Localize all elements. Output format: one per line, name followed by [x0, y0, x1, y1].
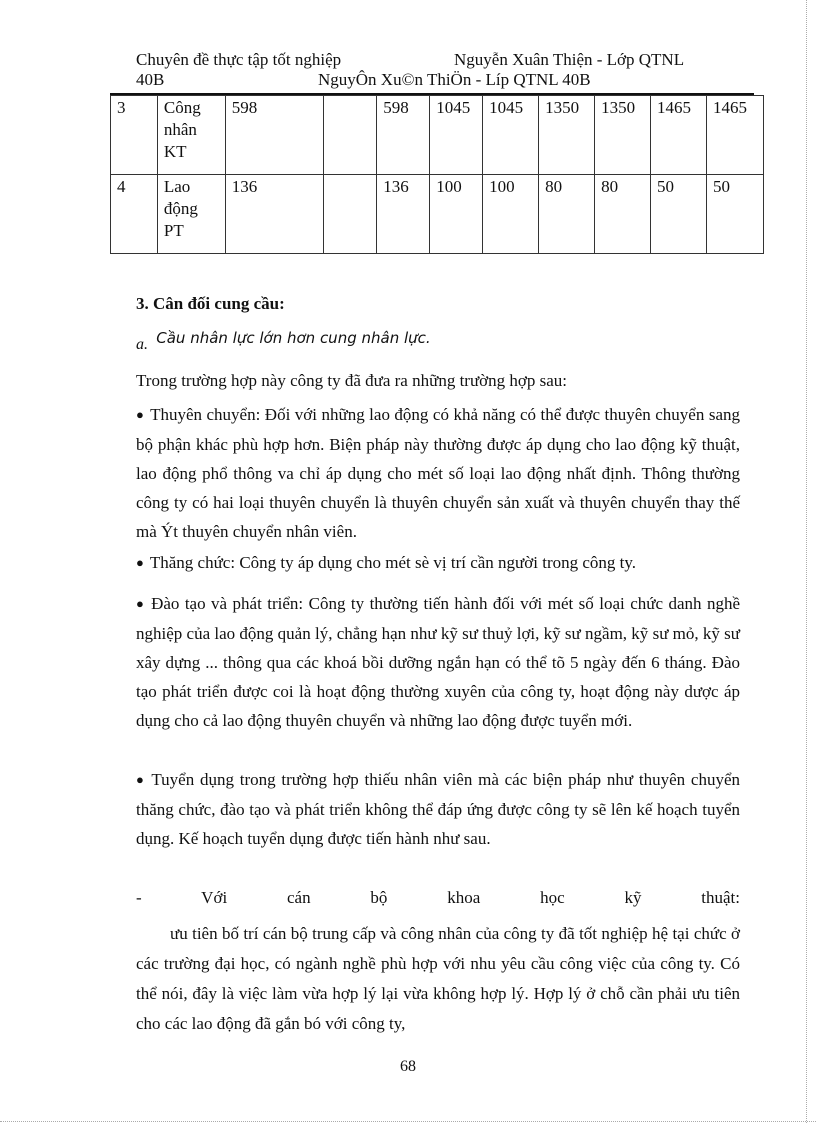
bullet-text: Đào tạo và phát triển: Công ty thường tiến hành đối với mét số loại chức danh nghề nghiệp của lao động quản lý, chẳng hạn như kỹ sư thuỷ lợi, kỹ sư ngầm, kỹ sư mỏ, kỹ sư xây dựng ... thông qua các khoá bồi dưỡng ngắn hạn có thể tõ 5 ngày đến 6 tháng. Đào tạo phát triển được coi là hoạt động thường xuyên của công ty, hoạt động này dược áp dụng cho cả lao động thuyên chuyển và những lao động được tuyển mới. — [136, 594, 740, 730]
running-header-line2 — [136, 70, 591, 90]
bullet-icon: ● — [136, 772, 146, 787]
header-title: Chuyên đề thực tập tốt nghiệp — [136, 50, 342, 69]
bullet-text: Thuyên chuyển: Đối với những lao động có khả năng có thể được thuyên chuyển sang bộ phận khác phù hợp hơn. Biện pháp này thường được áp dụng cho lao động kỹ thuật, lao động phổ thông va chỉ áp dụng cho mét số loại lao động nhất định. Thông thường công ty có hai loại thuyên chuyển là thuyên chuyển sản xuất và thuyên chuyển thay thế mà Ýt thuyên chuyển nhân viên. — [136, 405, 740, 541]
table-cell: 80 — [539, 175, 595, 254]
table-cell — [324, 175, 377, 254]
page-border-right — [806, 0, 807, 1123]
table-cell: 136 — [225, 175, 324, 254]
row-label: Công nhân KT — [157, 96, 225, 175]
table-row — [111, 96, 764, 175]
table-cell: 80 — [595, 175, 651, 254]
table-cell: 50 — [706, 175, 763, 254]
table-cell: 598 — [377, 96, 430, 175]
body-paragraph: ưu tiên bố trí cán bộ trung cấp và công nhân của công ty đã tốt nghiệp hệ tại chức ở các trường đại học, có ngành nghề phù hợp với nhu yêu cầu công việc của công ty. Có thể nói, đây là việc làm vừa hợp lý lại vừa không hợp lý. Hợp lý ở chỗ cần phải ưu tiên cho các lao động đã gắn bó với công ty, — [136, 924, 740, 1033]
bullet-icon: ● — [136, 555, 144, 570]
table-cell: 1465 — [651, 96, 707, 175]
header-class: 40B — [136, 70, 165, 89]
row-stt: 4 — [111, 175, 158, 254]
bullet-text: Tuyển dụng trong trường hợp thiếu nhân viên mà các biện pháp như thuyên chuyển thăng chức, đào tạo và phát triển không thể đáp ứng được công ty sẽ lên kế hoạch tuyển dụng. Kế hoạch tuyển dụng được tiến hành như sau. — [136, 770, 740, 848]
subsection-heading — [136, 328, 431, 353]
dash-line: - Với cán bộ khoa học kỹ thuật: — [136, 888, 740, 907]
table-cell: 1045 — [483, 96, 539, 175]
table-cell: 100 — [483, 175, 539, 254]
intro-paragraph: Trong trường hợp này công ty đã đưa ra những trường hợp sau: — [136, 371, 568, 390]
bullet-item — [136, 589, 740, 735]
header-author-garbled: NguyÔn Xu©n ThiÖn - Líp QTNL 40B — [318, 70, 591, 89]
header-author: Nguyễn Xuân Thiện - Lớp QTNL — [454, 50, 685, 69]
row-label: Lao động PT — [157, 175, 225, 254]
row-stt: 3 — [111, 96, 158, 175]
table-cell: 598 — [225, 96, 324, 175]
table-cell: 50 — [651, 175, 707, 254]
bullet-text: Thăng chức: Công ty áp dụng cho mét sè vị trí cần người trong công ty. — [149, 553, 637, 572]
labor-table — [110, 95, 764, 254]
running-header-line1 — [136, 50, 685, 70]
table-cell: 1465 — [706, 96, 763, 175]
table-cell — [324, 96, 377, 175]
bullet-item — [136, 765, 740, 853]
subsection-title: Cầu nhân lực lớn hơn cung nhân lực. — [156, 329, 431, 347]
table-row — [111, 175, 764, 254]
section-title: 3. Cân đối cung cầu: — [136, 294, 285, 313]
bullet-item — [136, 400, 740, 546]
bullet-item — [136, 548, 740, 578]
page-border-bottom — [0, 1121, 816, 1122]
page-number: 68 — [400, 1058, 416, 1075]
table-cell: 1045 — [430, 96, 483, 175]
subsection-letter: a. — [136, 336, 148, 353]
table-cell: 1350 — [539, 96, 595, 175]
table-cell: 1350 — [595, 96, 651, 175]
bullet-icon: ● — [136, 596, 146, 611]
table-cell: 100 — [430, 175, 483, 254]
table-cell: 136 — [377, 175, 430, 254]
bullet-icon: ● — [136, 407, 145, 422]
